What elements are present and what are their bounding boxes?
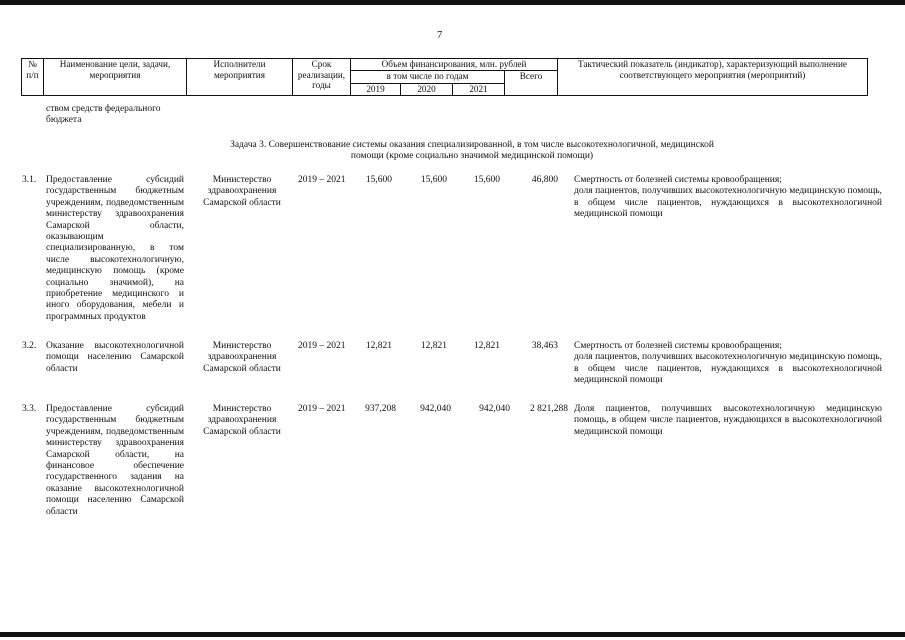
row-3-2-num: 3.2. [22, 341, 37, 351]
header-by-year: в том числе по годам [351, 71, 505, 84]
bottom-scan-border [0, 632, 905, 637]
carryover-text: ством средств федерального бюджета [46, 104, 161, 126]
row-3-1-2021: 15,600 [473, 175, 500, 185]
row-3-1-2020: 15,600 [420, 175, 447, 185]
header-total: Всего [505, 71, 558, 96]
top-scan-border [0, 0, 905, 5]
header-name: Наименование цели, задачи, мероприятия [44, 59, 187, 96]
row-3-1-indicator: Смертность от болезней системы кровообращения; доля пациентов, получивших высокотехнологичную медицинскую помощь, в общем числе пациентов, нуждающихся в высокотехнологичной медицинской помощи [574, 175, 882, 220]
row-3-2-indicator: Смертность от болезней системы кровообращения; доля пациентов, получивших высокотехнологичную медицинскую помощь, в общем числе пациентов, нуждающихся в высокотехнологичной медицинской помощи [574, 341, 882, 386]
row-3-3-indicator: Доля пациентов, получивших высокотехнологичную медицинскую помощь, в общем числе пациентов, нуждающихся в высокотехнологичной медицинской помощи [574, 404, 882, 437]
row-3-2-period: 2019 – 2021 [298, 341, 346, 351]
row-3-2-name: Оказание высокотехнологичной помощи населению Самарской области [46, 341, 184, 374]
page-number: 7 [437, 30, 443, 41]
header-period: Срок реализации, годы [293, 59, 351, 96]
row-3-2-total: 38,463 [531, 341, 558, 351]
row-3-1-period: 2019 – 2021 [298, 175, 346, 185]
row-3-1-2019: 15,600 [365, 175, 392, 185]
table-header [21, 58, 868, 96]
row-3-3-period: 2019 – 2021 [298, 404, 346, 414]
row-3-1-name: Предоставление субсидий государственным бюджетным учреждениям, подведомственным министерству здравоохранения Самарской области, оказывающим специализированную, в том числе высокотехнологичную, медицинскую помощь (кроме социально значимой), на приобретение медицинского и иного оборудования, мебели и программных продуктов [46, 175, 184, 322]
row-3-1-total: 46,800 [531, 175, 558, 185]
row-3-2-2021: 12,821 [473, 341, 500, 351]
row-3-3-2021: 942,040 [479, 404, 510, 414]
task-title: Задача 3. Совершенствование системы оказания специализированной, в том числе высокотехнологичной, медицинской помощи (кроме социально значимой медицинской помощи) [230, 140, 714, 162]
row-3-3-total: 2 821,288 [530, 404, 568, 414]
header-year-2019: 2019 [351, 84, 401, 96]
row-3-3-executor: Министерство здравоохранения Самарской области [203, 404, 281, 437]
header-indicator: Тактический показатель (индикатор), характеризующий выполнение соответствующего мероприятия (мероприятий) [558, 59, 868, 96]
row-3-2-2020: 12,821 [420, 341, 447, 351]
row-3-2-2019: 12,821 [365, 341, 392, 351]
header-funding: Объем финансирования, млн. рублей [351, 59, 558, 71]
row-3-3-2020: 942,040 [420, 404, 451, 414]
header-num: № п/п [22, 59, 44, 96]
row-3-3-2019: 937,208 [365, 404, 396, 414]
header-year-2020: 2020 [401, 84, 453, 96]
row-3-3-name: Предоставление субсидий государственным бюджетным учреждениям, подведомственным министерству здравоохранения Самарской области, на финансовое обеспечение государственного задания на оказание высокотехнологичной помощи населению Самарской области [46, 404, 184, 517]
row-3-2-executor: Министерство здравоохранения Самарской области [203, 341, 281, 374]
row-3-1-executor: Министерство здравоохранения Самарской области [203, 175, 281, 208]
row-3-1-num: 3.1. [22, 175, 37, 185]
header-executors: Исполнители мероприятия [187, 59, 293, 96]
header-year-2021: 2021 [453, 84, 505, 96]
row-3-3-num: 3.3. [22, 404, 37, 414]
